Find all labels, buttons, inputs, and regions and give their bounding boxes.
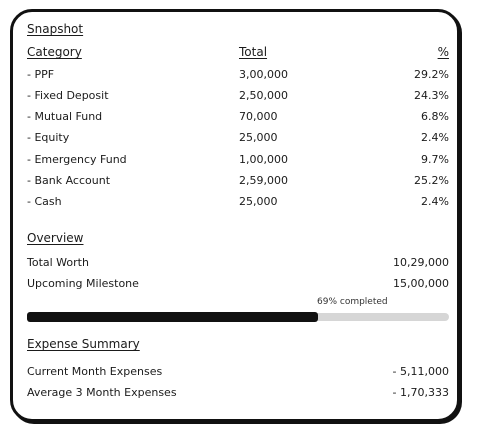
row-percent: 29.2% xyxy=(414,68,449,81)
current-month-expenses-label: Current Month Expenses xyxy=(27,365,163,378)
row-category: - Fixed Deposit xyxy=(27,89,109,102)
snapshot-title: Snapshot xyxy=(27,22,84,36)
row-category: - Emergency Fund xyxy=(27,153,127,166)
row-total: 2,59,000 xyxy=(239,174,288,187)
finance-card xyxy=(10,9,460,422)
milestone-progress-bar xyxy=(27,297,449,324)
row-percent: 9.7% xyxy=(421,153,449,166)
average-expenses-value: - 1,70,333 xyxy=(392,386,449,399)
total-header: Total xyxy=(239,45,268,59)
row-percent: 2.4% xyxy=(421,131,449,144)
row-percent: 25.2% xyxy=(414,174,449,187)
row-percent: 6.8% xyxy=(421,110,449,123)
row-category: - Equity xyxy=(27,131,70,144)
average-expenses-label: Average 3 Month Expenses xyxy=(27,386,177,399)
row-category: - Cash xyxy=(27,195,62,208)
row-total: 70,000 xyxy=(239,110,278,123)
row-percent: 24.3% xyxy=(414,89,449,102)
expense-summary-title: Expense Summary xyxy=(27,337,140,351)
progress-label: 69% completed xyxy=(317,297,388,307)
progress-fill xyxy=(27,312,318,322)
current-month-expenses-value: - 5,11,000 xyxy=(392,365,449,378)
row-category: - PPF xyxy=(27,68,55,81)
total-worth-value: 10,29,000 xyxy=(393,256,449,269)
overview-title: Overview xyxy=(27,231,84,245)
row-total: 2,50,000 xyxy=(239,89,288,102)
row-total: 1,00,000 xyxy=(239,153,288,166)
row-category: - Mutual Fund xyxy=(27,110,103,123)
row-total: 25,000 xyxy=(239,195,278,208)
row-percent: 2.4% xyxy=(421,195,449,208)
row-category: - Bank Account xyxy=(27,174,111,187)
category-header: Category xyxy=(27,45,82,59)
total-worth-label: Total Worth xyxy=(27,256,89,269)
percent-header: % xyxy=(437,45,449,59)
row-total: 3,00,000 xyxy=(239,68,288,81)
milestone-label: Upcoming Milestone xyxy=(27,277,139,290)
milestone-value: 15,00,000 xyxy=(393,277,449,290)
row-total: 25,000 xyxy=(239,131,278,144)
